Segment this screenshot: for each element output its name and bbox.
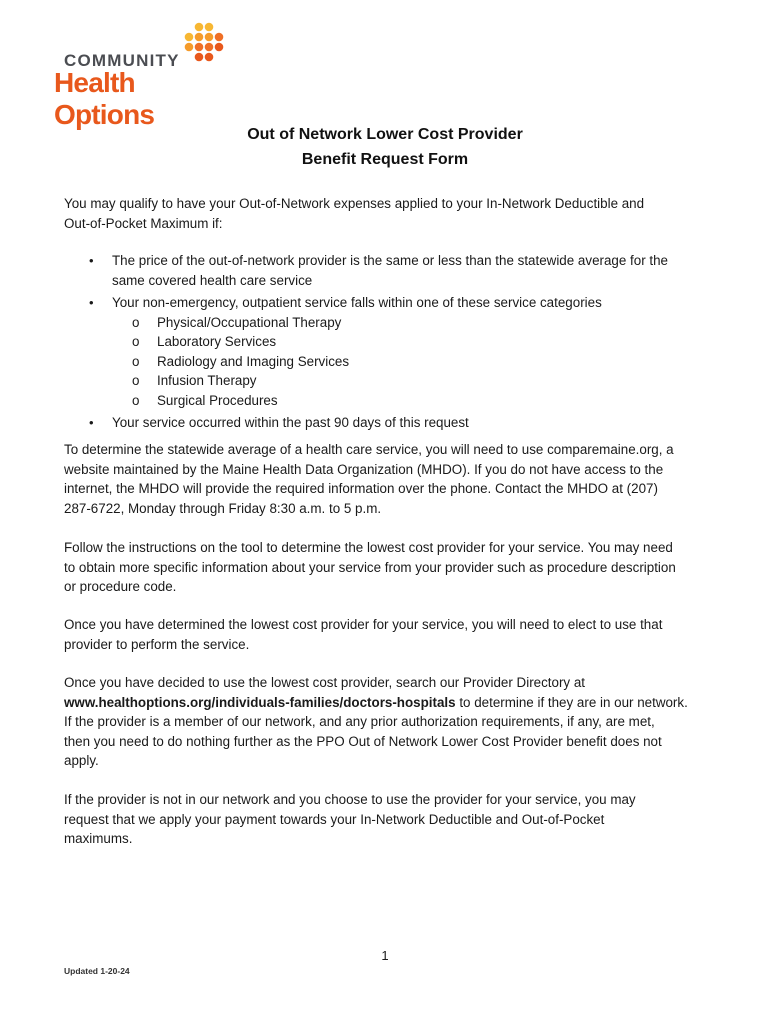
paragraph-line: apply. bbox=[64, 753, 99, 768]
list-item bbox=[64, 251, 714, 290]
paragraph-line: Once you have decided to use the lowest cost provider, search our Provider Directory at bbox=[64, 675, 586, 690]
logo-word-community: COMMUNITY bbox=[64, 51, 180, 70]
logo-word-health-options: Health Options bbox=[54, 67, 155, 130]
sub-list-item bbox=[112, 391, 714, 411]
paragraph-line: maximums. bbox=[64, 831, 133, 846]
paragraph-line: website maintained by the Maine Health Data Organization (MHDO). If you do not have access to the bbox=[64, 461, 664, 477]
statewide-average-paragraph bbox=[64, 440, 714, 518]
paragraph-text: to determine if they are in our network. bbox=[455, 694, 688, 710]
bullet-icon: • bbox=[89, 415, 94, 430]
sub-list-item-text: Physical/Occupational Therapy bbox=[157, 314, 342, 330]
service-category-list bbox=[112, 313, 714, 411]
bullet-icon: • bbox=[89, 295, 94, 310]
instructions-paragraph bbox=[64, 538, 714, 597]
list-item-text: Your service occurred within the past 90 days of this request bbox=[112, 415, 469, 430]
paragraph-line: internet, the MHDO will provide the required information over the phone. Contact the MHDO at (207) bbox=[64, 481, 658, 496]
list-item bbox=[64, 293, 714, 410]
sub-bullet-icon: o bbox=[132, 373, 140, 388]
intro-line: Out-of-Pocket Maximum if: bbox=[64, 215, 223, 231]
bullet-icon: • bbox=[89, 253, 94, 268]
intro-line: You may qualify to have your Out-of-Network expenses applied to your In-Network Deductible and bbox=[64, 196, 645, 211]
provider-directory-paragraph bbox=[64, 673, 714, 771]
logo-dots-icon bbox=[180, 22, 230, 62]
sub-list-item bbox=[112, 352, 714, 372]
paragraph-line: provider to perform the service. bbox=[64, 636, 250, 652]
list-item-text: Your non-emergency, outpatient service falls within one of these service categories bbox=[112, 295, 602, 310]
paragraph-line: To determine the statewide average of a health care service, you will need to use comparemaine.org, a bbox=[64, 442, 674, 457]
paragraph-line: then you need to do nothing further as the PPO Out of Network Lower Cost Provider benefit does not bbox=[64, 733, 662, 749]
sub-list-item bbox=[112, 371, 714, 391]
intro-paragraph bbox=[64, 194, 714, 233]
paragraph-line: 287-6722, Monday through Friday 8:30 a.m. to 5 p.m. bbox=[64, 500, 382, 516]
paragraph-line: Once you have determined the lowest cost provider for your service, you will need to elect to use that bbox=[64, 617, 663, 632]
sub-list-item bbox=[112, 332, 714, 352]
list-item-text: The price of the out-of-network provider is the same or less than the statewide average for the bbox=[112, 253, 668, 268]
sub-list-item-text: Radiology and Imaging Services bbox=[157, 353, 350, 369]
list-item-text: same covered health care service bbox=[112, 272, 313, 288]
list-item bbox=[64, 413, 714, 433]
sub-list-item-text: Surgical Procedures bbox=[157, 392, 278, 408]
sub-bullet-icon: o bbox=[132, 353, 140, 369]
document-title bbox=[0, 122, 770, 172]
paragraph-line: If the provider is a member of our network, and any prior authorization requirements, if any, are met, bbox=[64, 714, 655, 729]
updated-date: Updated 1-20-24 bbox=[64, 966, 130, 976]
company-logo bbox=[54, 22, 234, 130]
provider-directory-link[interactable]: www.healthoptions.org/individuals-families/doctors-hospitals bbox=[64, 694, 456, 710]
sub-list-item bbox=[112, 313, 714, 333]
paragraph-line: or procedure code. bbox=[64, 579, 177, 594]
paragraph-line: Follow the instructions on the tool to determine the lowest cost provider for your service. You may need bbox=[64, 540, 673, 555]
paragraph-line: request that we apply your payment towards your In-Network Deductible and Out-of-Pocket bbox=[64, 811, 605, 827]
paragraph-line: to obtain more specific information about your service from your provider such as procedure description bbox=[64, 559, 676, 575]
out-of-network-paragraph bbox=[64, 790, 714, 849]
sub-bullet-icon: o bbox=[132, 392, 140, 408]
sub-bullet-icon: o bbox=[132, 334, 140, 349]
sub-list-item-text: Infusion Therapy bbox=[157, 373, 257, 388]
sub-list-item-text: Laboratory Services bbox=[157, 334, 277, 349]
title-line-1: Out of Network Lower Cost Provider bbox=[247, 126, 523, 143]
elect-provider-paragraph bbox=[64, 615, 714, 654]
paragraph-line: If the provider is not in our network and you choose to use the provider for your service, you may bbox=[64, 792, 636, 807]
title-line-2: Benefit Request Form bbox=[301, 151, 469, 168]
sub-bullet-icon: o bbox=[132, 314, 140, 330]
paragraph-line bbox=[64, 693, 714, 713]
page-number: 1 bbox=[381, 948, 389, 963]
eligibility-list bbox=[64, 251, 714, 436]
